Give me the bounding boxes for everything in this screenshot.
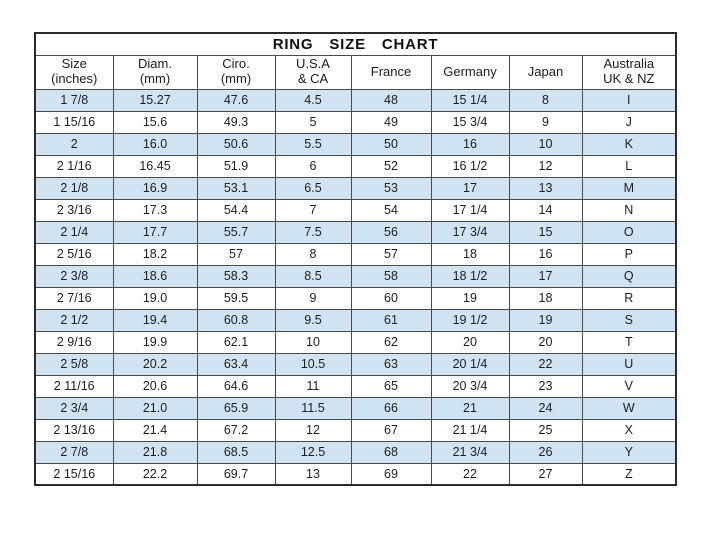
table-cell: V — [582, 375, 676, 397]
column-header-australia-uk-nz: Australia UK & NZ — [582, 55, 676, 89]
table-cell: 21 1/4 — [431, 419, 509, 441]
table-row — [35, 441, 676, 463]
table-cell: X — [582, 419, 676, 441]
table-cell: 16.45 — [113, 155, 197, 177]
table-cell: 20.6 — [113, 375, 197, 397]
table-row — [35, 155, 676, 177]
table-cell: 53.1 — [197, 177, 275, 199]
table-row — [35, 265, 676, 287]
table-cell: 16.9 — [113, 177, 197, 199]
table-cell: 51.9 — [197, 155, 275, 177]
table-row — [35, 221, 676, 243]
table-cell: 8.5 — [275, 265, 351, 287]
ring-size-chart-table — [34, 32, 677, 486]
table-cell: 52 — [351, 155, 431, 177]
table-row — [35, 331, 676, 353]
table-cell: Q — [582, 265, 676, 287]
table-cell: 61 — [351, 309, 431, 331]
table-cell: 16 — [509, 243, 582, 265]
table-cell: 8 — [275, 243, 351, 265]
table-cell: 63.4 — [197, 353, 275, 375]
table-cell: 19 — [431, 287, 509, 309]
table-cell: 5 — [275, 111, 351, 133]
table-cell: 69.7 — [197, 463, 275, 485]
table-body — [35, 89, 676, 485]
table-cell: 20 1/4 — [431, 353, 509, 375]
column-header-germany: Germany — [431, 55, 509, 89]
table-cell: 2 3/4 — [35, 397, 113, 419]
table-row — [35, 133, 676, 155]
table-cell: 49 — [351, 111, 431, 133]
column-header-japan: Japan — [509, 55, 582, 89]
table-cell: 2 1/8 — [35, 177, 113, 199]
table-cell: 68.5 — [197, 441, 275, 463]
table-cell: 59.5 — [197, 287, 275, 309]
table-cell: L — [582, 155, 676, 177]
table-cell: 24 — [509, 397, 582, 419]
table-cell: W — [582, 397, 676, 419]
table-cell: 62 — [351, 331, 431, 353]
table-cell: 48 — [351, 89, 431, 111]
table-cell: 50.6 — [197, 133, 275, 155]
header-row — [35, 55, 676, 89]
table-cell: 60 — [351, 287, 431, 309]
table-cell: 18 1/2 — [431, 265, 509, 287]
table-cell: 26 — [509, 441, 582, 463]
table-cell: T — [582, 331, 676, 353]
table-cell: R — [582, 287, 676, 309]
table-cell: 57 — [197, 243, 275, 265]
table-cell: P — [582, 243, 676, 265]
table-cell: 66 — [351, 397, 431, 419]
table-cell: 2 9/16 — [35, 331, 113, 353]
table-cell: 19.0 — [113, 287, 197, 309]
table-cell: 21 — [431, 397, 509, 419]
table-cell: 57 — [351, 243, 431, 265]
table-cell: 2 11/16 — [35, 375, 113, 397]
table-row — [35, 353, 676, 375]
table-cell: I — [582, 89, 676, 111]
table-cell: 10.5 — [275, 353, 351, 375]
table-cell: O — [582, 221, 676, 243]
table-cell: Y — [582, 441, 676, 463]
table-cell: 67.2 — [197, 419, 275, 441]
table-cell: 19 — [509, 309, 582, 331]
table-cell: 7 — [275, 199, 351, 221]
table-cell: 19 1/2 — [431, 309, 509, 331]
column-header-france: France — [351, 55, 431, 89]
table-cell: 2 13/16 — [35, 419, 113, 441]
table-cell: 27 — [509, 463, 582, 485]
ring-size-chart — [34, 32, 675, 486]
table-cell: 67 — [351, 419, 431, 441]
table-cell: 2 7/8 — [35, 441, 113, 463]
table-cell: 2 7/16 — [35, 287, 113, 309]
table-cell: 11 — [275, 375, 351, 397]
table-cell: 2 5/16 — [35, 243, 113, 265]
table-cell: 21.4 — [113, 419, 197, 441]
table-row — [35, 397, 676, 419]
table-cell: 56 — [351, 221, 431, 243]
table-cell: K — [582, 133, 676, 155]
table-cell: 18 — [509, 287, 582, 309]
table-row — [35, 243, 676, 265]
table-cell: 68 — [351, 441, 431, 463]
table-cell: 9.5 — [275, 309, 351, 331]
table-cell: 14 — [509, 199, 582, 221]
table-cell: 18.6 — [113, 265, 197, 287]
table-cell: 2 15/16 — [35, 463, 113, 485]
table-cell: 2 5/8 — [35, 353, 113, 375]
table-cell: 2 3/8 — [35, 265, 113, 287]
table-cell: 60.8 — [197, 309, 275, 331]
table-cell: 2 1/4 — [35, 221, 113, 243]
table-cell: 17 — [509, 265, 582, 287]
table-cell: 22 — [509, 353, 582, 375]
table-row — [35, 375, 676, 397]
table-cell: 21 3/4 — [431, 441, 509, 463]
table-cell: 55.7 — [197, 221, 275, 243]
table-cell: 4.5 — [275, 89, 351, 111]
table-cell: 19.9 — [113, 331, 197, 353]
table-cell: 8 — [509, 89, 582, 111]
table-cell: 50 — [351, 133, 431, 155]
table-cell: 17 — [431, 177, 509, 199]
table-row — [35, 89, 676, 111]
table-row — [35, 463, 676, 485]
table-cell: 11.5 — [275, 397, 351, 419]
column-header-ciro-mm: Ciro. (mm) — [197, 55, 275, 89]
table-cell: 6.5 — [275, 177, 351, 199]
table-row — [35, 419, 676, 441]
table-cell: 21.8 — [113, 441, 197, 463]
table-cell: 22 — [431, 463, 509, 485]
table-cell: 23 — [509, 375, 582, 397]
table-cell: 18 — [431, 243, 509, 265]
table-head — [35, 33, 676, 89]
table-cell: 13 — [275, 463, 351, 485]
table-cell: 63 — [351, 353, 431, 375]
title-row — [35, 33, 676, 55]
table-title: RING SIZE CHART — [35, 33, 676, 55]
table-cell: 19.4 — [113, 309, 197, 331]
table-cell: 15.27 — [113, 89, 197, 111]
table-cell: 9 — [509, 111, 582, 133]
table-cell: 2 — [35, 133, 113, 155]
table-cell: 16 — [431, 133, 509, 155]
table-cell: 65 — [351, 375, 431, 397]
table-cell: M — [582, 177, 676, 199]
table-cell: 20 3/4 — [431, 375, 509, 397]
table-row — [35, 287, 676, 309]
table-cell: 53 — [351, 177, 431, 199]
table-cell: 18.2 — [113, 243, 197, 265]
table-cell: Z — [582, 463, 676, 485]
table-cell: J — [582, 111, 676, 133]
table-row — [35, 199, 676, 221]
table-cell: 49.3 — [197, 111, 275, 133]
table-cell: 15 — [509, 221, 582, 243]
table-cell: 17 3/4 — [431, 221, 509, 243]
table-cell: 20 — [431, 331, 509, 353]
column-header-u-s-a-ca: U.S.A & CA — [275, 55, 351, 89]
table-cell: 17 1/4 — [431, 199, 509, 221]
table-cell: 10 — [275, 331, 351, 353]
table-cell: 58.3 — [197, 265, 275, 287]
table-row — [35, 177, 676, 199]
table-cell: 15.6 — [113, 111, 197, 133]
table-cell: 20.2 — [113, 353, 197, 375]
table-cell: 2 1/16 — [35, 155, 113, 177]
table-cell: 2 3/16 — [35, 199, 113, 221]
table-cell: 62.1 — [197, 331, 275, 353]
table-cell: 21.0 — [113, 397, 197, 419]
table-cell: 9 — [275, 287, 351, 309]
table-cell: 69 — [351, 463, 431, 485]
table-cell: S — [582, 309, 676, 331]
table-cell: 58 — [351, 265, 431, 287]
table-cell: 1 7/8 — [35, 89, 113, 111]
table-cell: 64.6 — [197, 375, 275, 397]
table-cell: 6 — [275, 155, 351, 177]
table-cell: 12 — [275, 419, 351, 441]
table-cell: 17.7 — [113, 221, 197, 243]
table-cell: 12 — [509, 155, 582, 177]
table-cell: 1 15/16 — [35, 111, 113, 133]
table-cell: 15 1/4 — [431, 89, 509, 111]
table-cell: 65.9 — [197, 397, 275, 419]
table-cell: N — [582, 199, 676, 221]
table-cell: 7.5 — [275, 221, 351, 243]
table-cell: 20 — [509, 331, 582, 353]
table-cell: U — [582, 353, 676, 375]
table-cell: 25 — [509, 419, 582, 441]
table-cell: 2 1/2 — [35, 309, 113, 331]
table-cell: 16.0 — [113, 133, 197, 155]
table-cell: 54 — [351, 199, 431, 221]
table-cell: 15 3/4 — [431, 111, 509, 133]
table-cell: 22.2 — [113, 463, 197, 485]
table-cell: 47.6 — [197, 89, 275, 111]
table-cell: 5.5 — [275, 133, 351, 155]
table-cell: 10 — [509, 133, 582, 155]
table-cell: 16 1/2 — [431, 155, 509, 177]
table-row — [35, 111, 676, 133]
table-row — [35, 309, 676, 331]
column-header-diam-mm: Diam. (mm) — [113, 55, 197, 89]
table-cell: 13 — [509, 177, 582, 199]
table-cell: 17.3 — [113, 199, 197, 221]
table-cell: 54.4 — [197, 199, 275, 221]
column-header-size-inches: Size (inches) — [35, 55, 113, 89]
table-cell: 12.5 — [275, 441, 351, 463]
